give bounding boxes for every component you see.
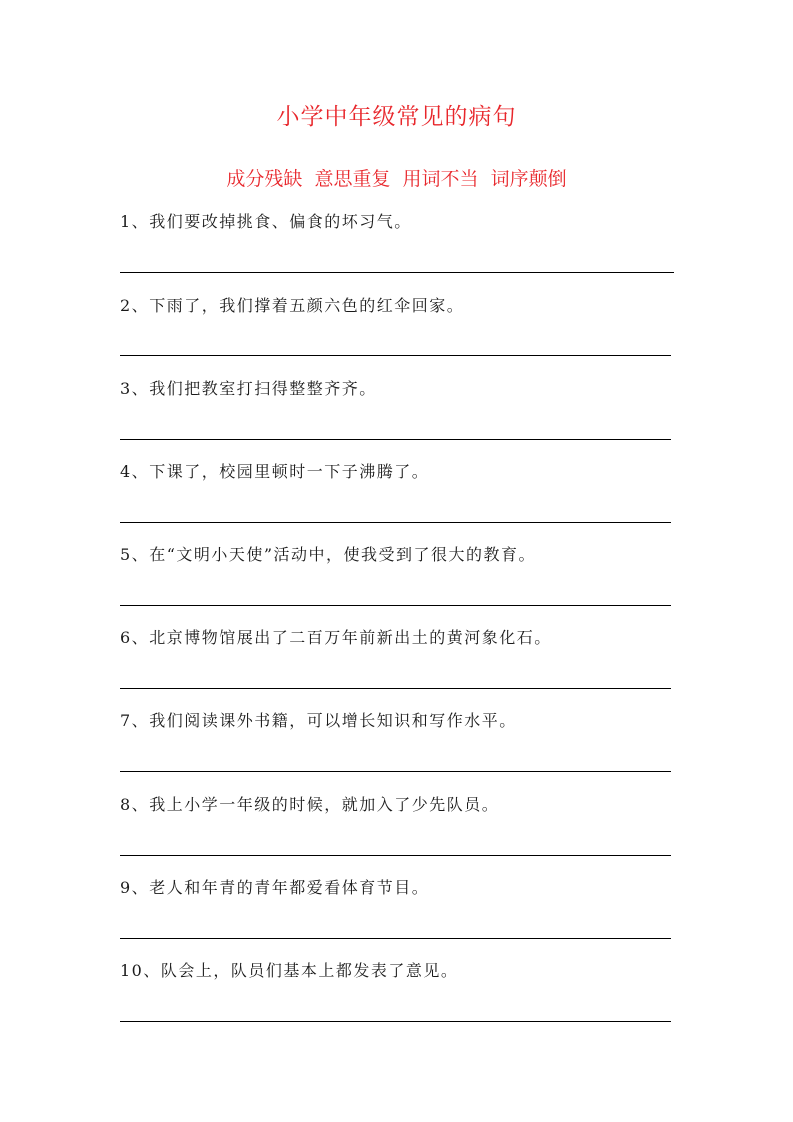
page-title: 小学中年级常见的病句: [276, 104, 517, 130]
question-8: [120, 794, 499, 816]
question-7: [120, 710, 517, 732]
answer-line-10[interactable]: [120, 1021, 671, 1022]
question-2: [120, 295, 464, 317]
question-number: 10、: [120, 961, 161, 980]
question-text: 我们把教室打扫得整整齐齐。: [149, 379, 377, 398]
answer-line-9[interactable]: [120, 938, 671, 939]
question-text: 队会上，队员们基本上都发表了意见。: [160, 961, 459, 980]
question-text: 我们阅读课外书籍，可以增长知识和写作水平。: [149, 711, 517, 730]
question-text: 下雨了，我们撑着五颜六色的红伞回家。: [149, 296, 465, 315]
answer-line-3[interactable]: [120, 439, 671, 440]
answer-line-7[interactable]: [120, 771, 671, 772]
question-6: [120, 627, 552, 649]
question-text: 我上小学一年级的时候，就加入了少先队员。: [149, 795, 500, 814]
question-9: [120, 877, 429, 899]
question-number: 9、: [120, 878, 150, 897]
answer-line-6[interactable]: [120, 688, 671, 689]
question-text: 下课了，校园里顿时一下子沸腾了。: [149, 462, 430, 481]
answer-line-1[interactable]: [120, 272, 674, 273]
question-4: [120, 461, 429, 483]
question-1: [120, 211, 412, 233]
answer-line-4[interactable]: [120, 522, 671, 523]
question-text: 北京博物馆展出了二百万年前新出土的黄河象化石。: [149, 628, 552, 647]
question-text: 我们要改掉挑食、偏食的坏习气。: [149, 212, 412, 231]
question-text: 在“文明小天使”活动中，使我受到了很大的教育。: [149, 545, 537, 564]
question-number: 6、: [120, 628, 150, 647]
question-text: 老人和年青的青年都爱看体育节目。: [149, 878, 430, 897]
question-number: 5、: [120, 545, 150, 564]
question-number: 4、: [120, 462, 150, 481]
answer-line-5[interactable]: [120, 605, 671, 606]
question-number: 7、: [120, 711, 150, 730]
answer-line-8[interactable]: [120, 855, 671, 856]
question-number: 3、: [120, 379, 150, 398]
question-5: [120, 544, 536, 566]
page-subtitle: 成分残缺 意思重复 用词不当 词序颠倒: [226, 168, 567, 190]
question-number: 2、: [120, 296, 150, 315]
answer-line-2[interactable]: [120, 355, 671, 356]
question-3: [120, 378, 377, 400]
question-number: 8、: [120, 795, 150, 814]
question-10: [120, 960, 458, 982]
question-number: 1、: [120, 212, 150, 231]
